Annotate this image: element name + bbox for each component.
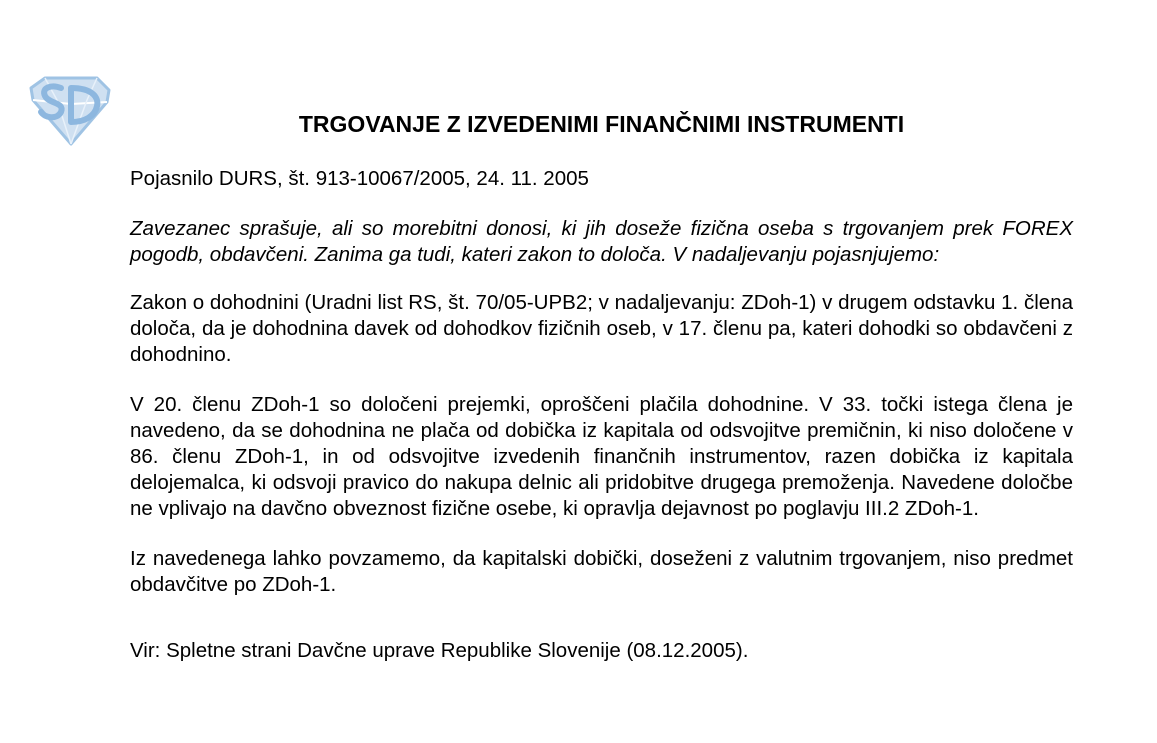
reference-line: Pojasnilo DURS, št. 913-10067/2005, 24. 11. 2005 xyxy=(130,167,589,190)
document-body xyxy=(130,166,1073,664)
paragraph-conclusion: Iz navedenega lahko povzamemo, da kapitalski dobički, doseženi z valutnim trgovanjem, niso predmet obdavčitve po ZDoh-1. xyxy=(130,547,1073,596)
sd-shield-logo xyxy=(27,76,111,146)
paragraph-income-tax-law: Zakon o dohodnini (Uradni list RS, št. 70/05-UPB2; v nadaljevanju: ZDoh-1) v drugem odstavku 1. člena določa, da je dohodnina davek od dohodkov fizičnih oseb, v 17. členu pa, kateri dohodki so obdavčeni z dohodnino. xyxy=(130,291,1073,366)
source-line: Vir: Spletne strani Davčne uprave Republike Slovenije (08.12.2005). xyxy=(130,639,749,662)
sd-shield-logo-icon xyxy=(27,76,111,146)
paragraph-exemptions: V 20. členu ZDoh-1 so določeni prejemki, oproščeni plačila dohodnine. V 33. točki istega člena je navedeno, da se dohodnina ne plača od dobička iz kapitala od odsvojitve premičnin, ki niso določene v 86. členu ZDoh-1, in od odsvojitve izvedenih finančnih instrumentov, razen dobička iz kapitala delojemalca, ki odsvoji pravico do nakupa delnic ali pridobitve drugega premoženja. Navedene določbe ne vplivajo na davčno obveznost fizične osebe, ki opravlja dejavnost po poglavju III.2 ZDoh-1. xyxy=(130,393,1073,520)
taxpayer-question: Zavezanec sprašuje, ali so morebitni donosi, ki jih doseže fizična oseba s trgovanjem prek FOREX pogodb, obdavčeni. Zanima ga tudi, kateri zakon to določa. V nadaljevanju pojasnjujemo: xyxy=(130,217,1073,266)
document-title: TRGOVANJE Z IZVEDENIMI FINANČNIMI INSTRUMENTI xyxy=(298,111,905,137)
